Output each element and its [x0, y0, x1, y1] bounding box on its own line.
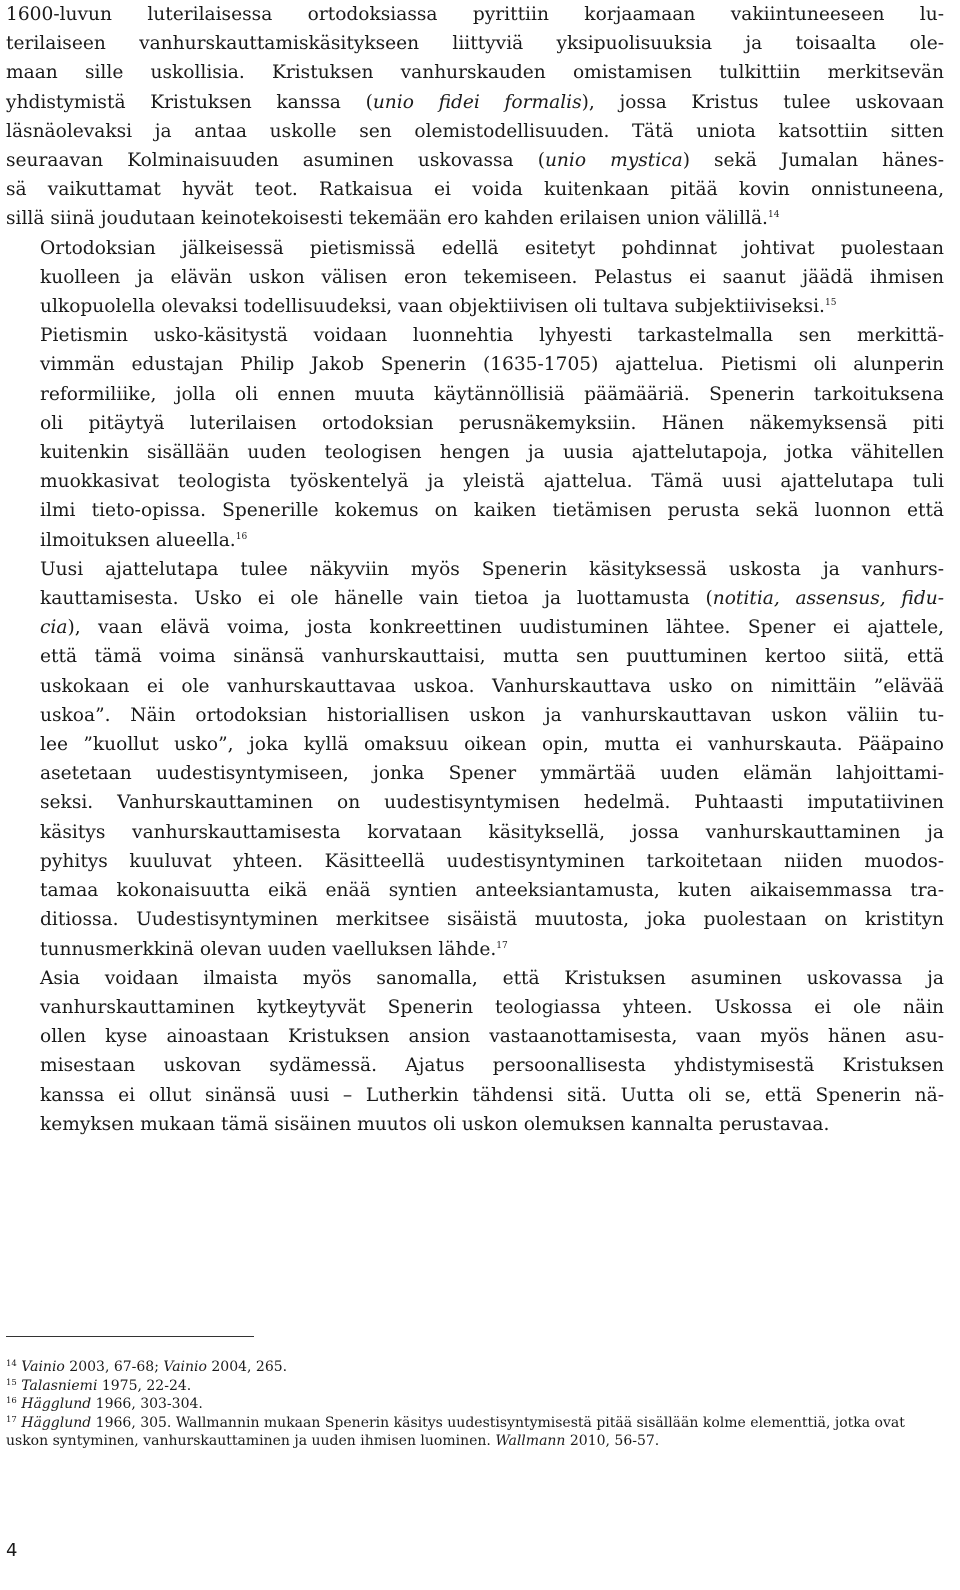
footnote: $^{15}$ Talasniemi 1975, 22-24.	[6, 1377, 192, 1394]
text-line: sillä siinä joudutaan keinotekoisesti tekemään ero kahden erilaisen union välillä.$^{14}$	[6, 208, 780, 230]
paragraph	[6, 234, 944, 322]
footnote-number: 17	[6, 1414, 17, 1425]
footnotes	[6, 1358, 944, 1451]
body-text	[6, 0, 944, 1139]
text-line: kuolleen ja elävän uskon välisen eron tekemiseen. Pelastus ei saanut jäädä ihmisen	[40, 266, 944, 288]
text-line: ollen kyse ainoastaan Kristuksen ansion vastaanottamisesta, vaan myös hänen asu-	[40, 1026, 944, 1048]
text-line: käsitys vanhurskauttamisesta korvataan käsityksellä, jossa vanhurskauttaminen ja	[40, 821, 944, 843]
text-line: kanssa ei ollut sinänsä uusi – Lutherkin tähdensi sitä. Uutta oli se, että Spenerin nä-	[40, 1084, 944, 1106]
text-line: uskokaan ei ole vanhurskauttavaa uskoa. Vanhurskauttava usko on nimittäin ”elävää	[40, 675, 944, 697]
text-line: uskoa”. Näin ortodoksian historiallisen uskon ja vanhurskauttavan uskon väliin tu-	[40, 704, 944, 726]
text-line: ilmi tieto-opissa. Spenerille kokemus on kaiken tietämisen perusta sekä luonnon että	[40, 500, 944, 522]
footnote-number: 14	[6, 1359, 17, 1369]
text-line: kemyksen mukaan tämä sisäinen muutos oli uskon olemuksen kannalta perustavaa.	[40, 1113, 830, 1135]
text-line: Uusi ajattelutapa tulee näkyviin myös Spenerin käsityksessä uskosta ja vanhurs-	[40, 558, 944, 580]
text-line: misestaan uskovan sydämessä. Ajatus persoonallisesta yhdistymisestä Kristuksen	[40, 1055, 944, 1077]
text-line: vimmän edustajan Philip Jakob Spenerin (1635-1705) ajattelua. Pietismi oli alunperin	[40, 354, 944, 376]
footnote-number: 15	[6, 1377, 17, 1388]
text-line: maan sille uskollisia. Kristuksen vanhurskauden omistamisen tulkittiin merkitsevän	[6, 62, 944, 84]
footnote-reference: 14	[767, 210, 780, 221]
text-line: sä vaikuttamat hyvät teot. Ratkaisua ei voida kuitenkaan pitää kovin onnistuneena,	[6, 179, 944, 201]
text-line: seuraavan Kolminaisuuden asuminen uskovassa (unio mystica) sekä Jumalan hänes-	[6, 150, 944, 172]
text-line: terilaiseen vanhurskauttamiskäsitykseen liittyviä yksipuolisuuksia ja toisaalta ole-	[6, 33, 944, 55]
text-line: tunnusmerkkinä olevan uuden vaelluksen lähde.$^{17}$	[40, 938, 508, 960]
footnote: $^{16}$ Hägglund 1966, 303-304.	[6, 1396, 203, 1413]
text-line: ilmoituksen alueella.$^{16}$	[40, 529, 248, 551]
text-line: pyhitys kuuluvat yhteen. Käsitteellä uudestisyntyminen tarkoitetaan niiden muodos-	[40, 850, 944, 872]
text-line: Ortodoksian jälkeisessä pietismissä edellä esitetyt pohdinnat johtivat puolestaan	[40, 237, 944, 259]
page-number: 4	[6, 1540, 18, 1561]
text-line: kuitenkin sisällään uuden teologisen hengen ja uusia ajattelutapoja, jotka vähitellen	[40, 442, 944, 464]
footnote-reference: 15	[824, 298, 837, 309]
text-line: yhdistymistä Kristuksen kanssa (unio fidei formalis), jossa Kristus tulee uskovaan	[6, 91, 944, 113]
paragraph	[6, 555, 944, 964]
text-line: oli pitäytyä luterilaisen ortodoksian perusnäkemyksiin. Hänen näkemyksensä piti	[40, 412, 944, 434]
paragraph	[6, 964, 944, 1139]
text-line: ulkopuolella olevaksi todellisuudeksi, vaan objektiivisen oli tultava subjektiiviseksi.$^{15}$	[40, 296, 837, 318]
footnote-number: 16	[6, 1396, 17, 1407]
text-line: seksi. Vanhurskauttaminen on uudestisyntymisen hedelmä. Puhtaasti imputatiivinen	[40, 792, 944, 814]
text-line: tamaa kokonaisuutta eikä enää syntien anteeksiantamusta, kuten aikaisemmassa tra-	[40, 880, 944, 902]
text-line: reformiliike, jolla oli ennen muuta käytännöllisiä päämääriä. Spenerin tarkoituksena	[40, 383, 944, 405]
footnote-separator	[6, 1336, 254, 1337]
footnote-reference: 17	[496, 940, 508, 951]
text-line: muokkasivat teologista työskentelyä ja yleistä ajattelua. Tämä uusi ajattelutapa tuli	[40, 471, 944, 493]
text-line: 1600-luvun luterilaisessa ortodoksiassa pyrittiin korjaamaan vakiintuneeseen lu-	[6, 4, 944, 25]
text-line: Pietismin usko-käsitystä voidaan luonnehtia lyhyesti tarkastelmalla sen merkittä-	[40, 325, 944, 347]
text-line: Asia voidaan ilmaista myös sanomalla, että Kristuksen asuminen uskovassa ja	[40, 967, 944, 989]
footnote: $^{14}$ Vainio 2003, 67-68; Vainio 2004, 265.	[6, 1359, 288, 1375]
text-line: lee ”kuollut usko”, joka kyllä omaksuu oikean opin, mutta ei vanhurskauta. Pääpaino	[40, 734, 944, 756]
text-line: cia), vaan elävä voima, josta konkreettinen uudistuminen lähtee. Spener ei ajattele,	[40, 617, 944, 639]
text-line: asetetaan uudestisyntymiseen, jonka Spener ymmärtää uuden elämän lahjoittami-	[40, 763, 944, 785]
text-line: läsnäolevaksi ja antaa uskolle sen olemistodellisuuden. Tätä uniota katsottiin sitten	[6, 120, 944, 142]
text-line: kauttamisesta. Usko ei ole hänelle vain tietoa ja luottamusta (notitia, assensus, fidu-	[40, 588, 944, 610]
text-line: vanhurskauttaminen kytkeytyvät Spenerin teologiassa yhteen. Uskossa ei ole näin	[40, 996, 944, 1018]
paragraph	[6, 0, 944, 234]
footnote: $^{17}$ Hägglund 1966, 305. Wallmannin mukaan Spenerin käsitys uudestisyntymisestä pitää sisällään kolme elementtiä, jotka ovat uskon syntyminen, vanhurskauttaminen ja uuden ihmisen luominen. Wallmann 2010, 56-57.	[6, 1414, 905, 1450]
paragraph	[6, 321, 944, 555]
text-line: ditiossa. Uudestisyntyminen merkitsee sisäistä muutosta, joka puolestaan on kristityn	[40, 909, 944, 931]
footnote-reference: 16	[235, 531, 248, 542]
text-line: että tämä voima sinänsä vanhurskauttaisi, mutta sen puuttuminen kertoo siitä, että	[40, 646, 944, 668]
